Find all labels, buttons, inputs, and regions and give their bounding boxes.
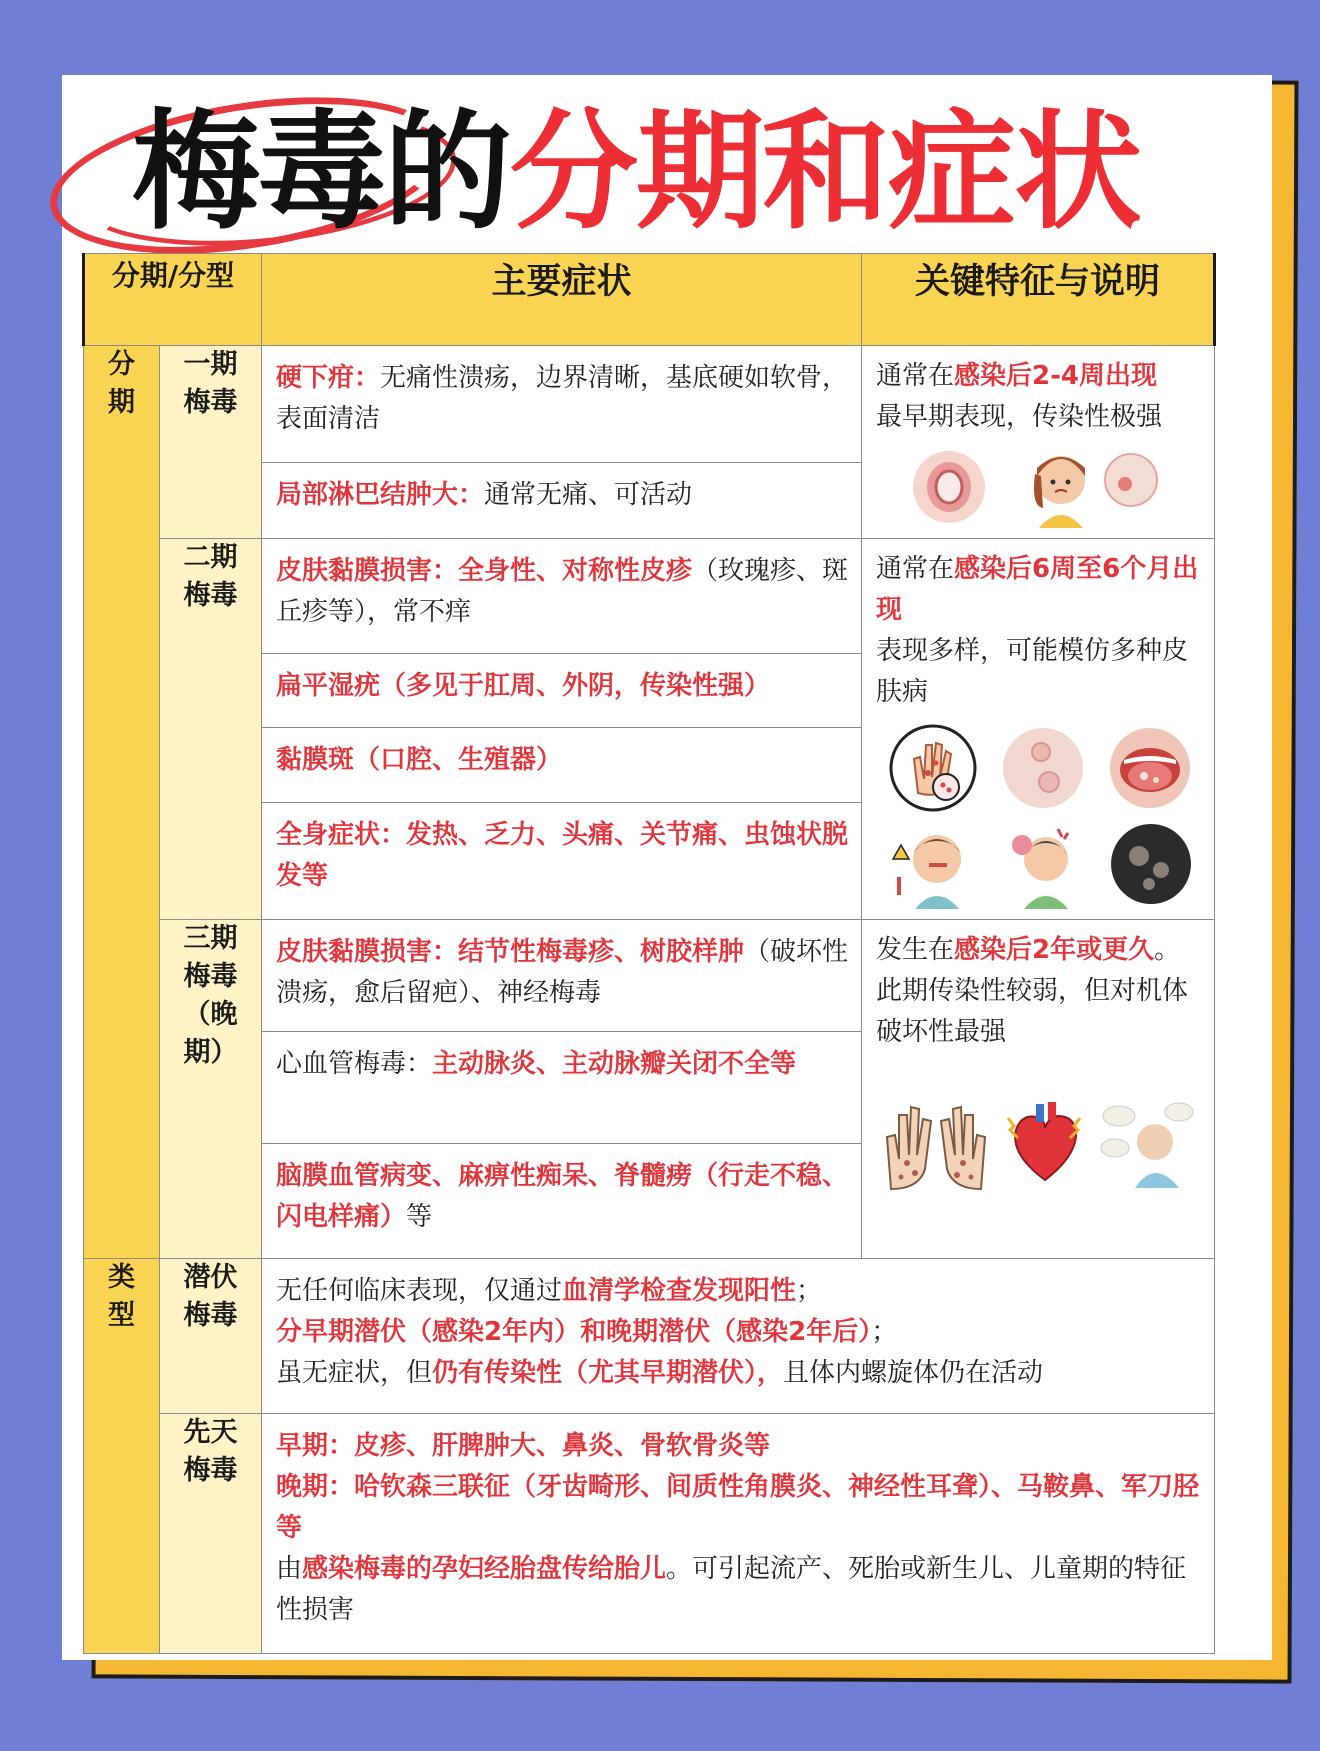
page-title	[132, 98, 1141, 247]
stage3-symptom-neuro: 脑膜血管病变、麻痹性痴呆、脊髓痨（行走不稳、闪电样痛）等	[262, 1144, 862, 1259]
table-row	[84, 1259, 1215, 1414]
stage3-symptom-cardio: 心血管梅毒：主动脉炎、主动脉瓣关闭不全等	[262, 1032, 862, 1144]
heart-illustration	[1000, 1098, 1090, 1188]
congenital-description: 早期：皮疹、肝脾肿大、鼻炎、骨软骨炎等 晚期：哈钦森三联征（牙齿畸形、间质性角膜炎、神经性耳聋）、马鞍鼻、军刀胫等 由感染梅毒的孕妇经胎盘传给胎儿。可引起流产、死胎或新生儿、儿童期的特征性损害	[262, 1414, 1215, 1654]
table-row	[84, 346, 1215, 463]
title-topic: 分期和症状	[510, 98, 1141, 247]
stage3-name: 三期梅毒（晚期）	[160, 920, 262, 1259]
table-row	[84, 1414, 1215, 1654]
stage1-symptom-lymph: 局部淋巴结肿大：通常无痛、可活动	[262, 462, 862, 538]
stage1-symptom-chancre: 硬下疳：无痛性溃疡，边界清晰，基底硬如软骨，表面清洁	[262, 346, 862, 463]
category-stage: 分期	[84, 346, 160, 1259]
palm-rash-illustration	[888, 723, 978, 813]
header-symptoms: 主要症状	[262, 254, 862, 346]
syphilis-table	[82, 253, 1216, 1654]
stage2-symptom-systemic: 全身症状：发热、乏力、头痛、关节痛、虫蚀状脱发等	[262, 802, 862, 919]
alopecia-illustration	[1109, 822, 1193, 906]
dementia-illustration	[1099, 1098, 1199, 1188]
headache-illustration	[998, 819, 1088, 909]
stage2-note: 通常在感染后6周至6个月出现 表现多样，可能模仿多种皮肤病	[862, 539, 1215, 920]
table-row	[84, 539, 1215, 654]
chancre-illustration	[909, 447, 989, 527]
title-connector: 的	[384, 98, 511, 247]
table-header	[84, 254, 1215, 346]
title-area	[62, 75, 1272, 250]
header-stage: 分期/分型	[84, 254, 262, 346]
fever-illustration	[887, 819, 977, 909]
stage3-note: 发生在感染后2年或更久。此期传染性较弱，但对机体破坏性最强	[862, 920, 1215, 1259]
stage2-symptom-rash: 皮肤黏膜损害：全身性、对称性皮疹（玫瑰疹、斑丘疹等），常不痒	[262, 539, 862, 654]
stage2-name: 二期梅毒	[160, 539, 262, 920]
congenital-name: 先天梅毒	[160, 1414, 262, 1654]
table-row	[84, 920, 1215, 1032]
stage2-symptom-condyloma: 扁平湿疣（多见于肛周、外阴，传染性强）	[262, 654, 862, 728]
header-notes: 关键特征与说明	[862, 254, 1215, 346]
stage1-note: 通常在感染后2-4周出现 最早期表现，传染性极强	[862, 346, 1215, 539]
hands-lesion-illustration	[881, 1093, 991, 1193]
oral-mucous-patch-illustration	[1108, 726, 1192, 810]
skin-papule-illustration	[1001, 726, 1085, 810]
stage1-name: 一期梅毒	[160, 346, 262, 539]
latent-name: 潜伏梅毒	[160, 1259, 262, 1414]
stage3-symptom-gumma: 皮肤黏膜损害：结节性梅毒疹、树胶样肿（破坏性溃疡，愈后留疤）、神经梅毒	[262, 920, 862, 1032]
stage2-symptom-mucous-patch: 黏膜斑（口腔、生殖器）	[262, 728, 862, 802]
latent-description: 无任何临床表现，仅通过血清学检查发现阳性； 分早期潜伏（感染2年内）和晚期潜伏（感染2年后）； 虽无症状，但仍有传染性（尤其早期潜伏），且体内螺旋体仍在活动	[262, 1259, 1215, 1414]
swollen-lymph-node-illustration	[1021, 446, 1171, 528]
title-keyword: 梅毒	[132, 98, 385, 247]
infographic-card	[62, 75, 1272, 1660]
category-type: 类型	[84, 1259, 160, 1654]
